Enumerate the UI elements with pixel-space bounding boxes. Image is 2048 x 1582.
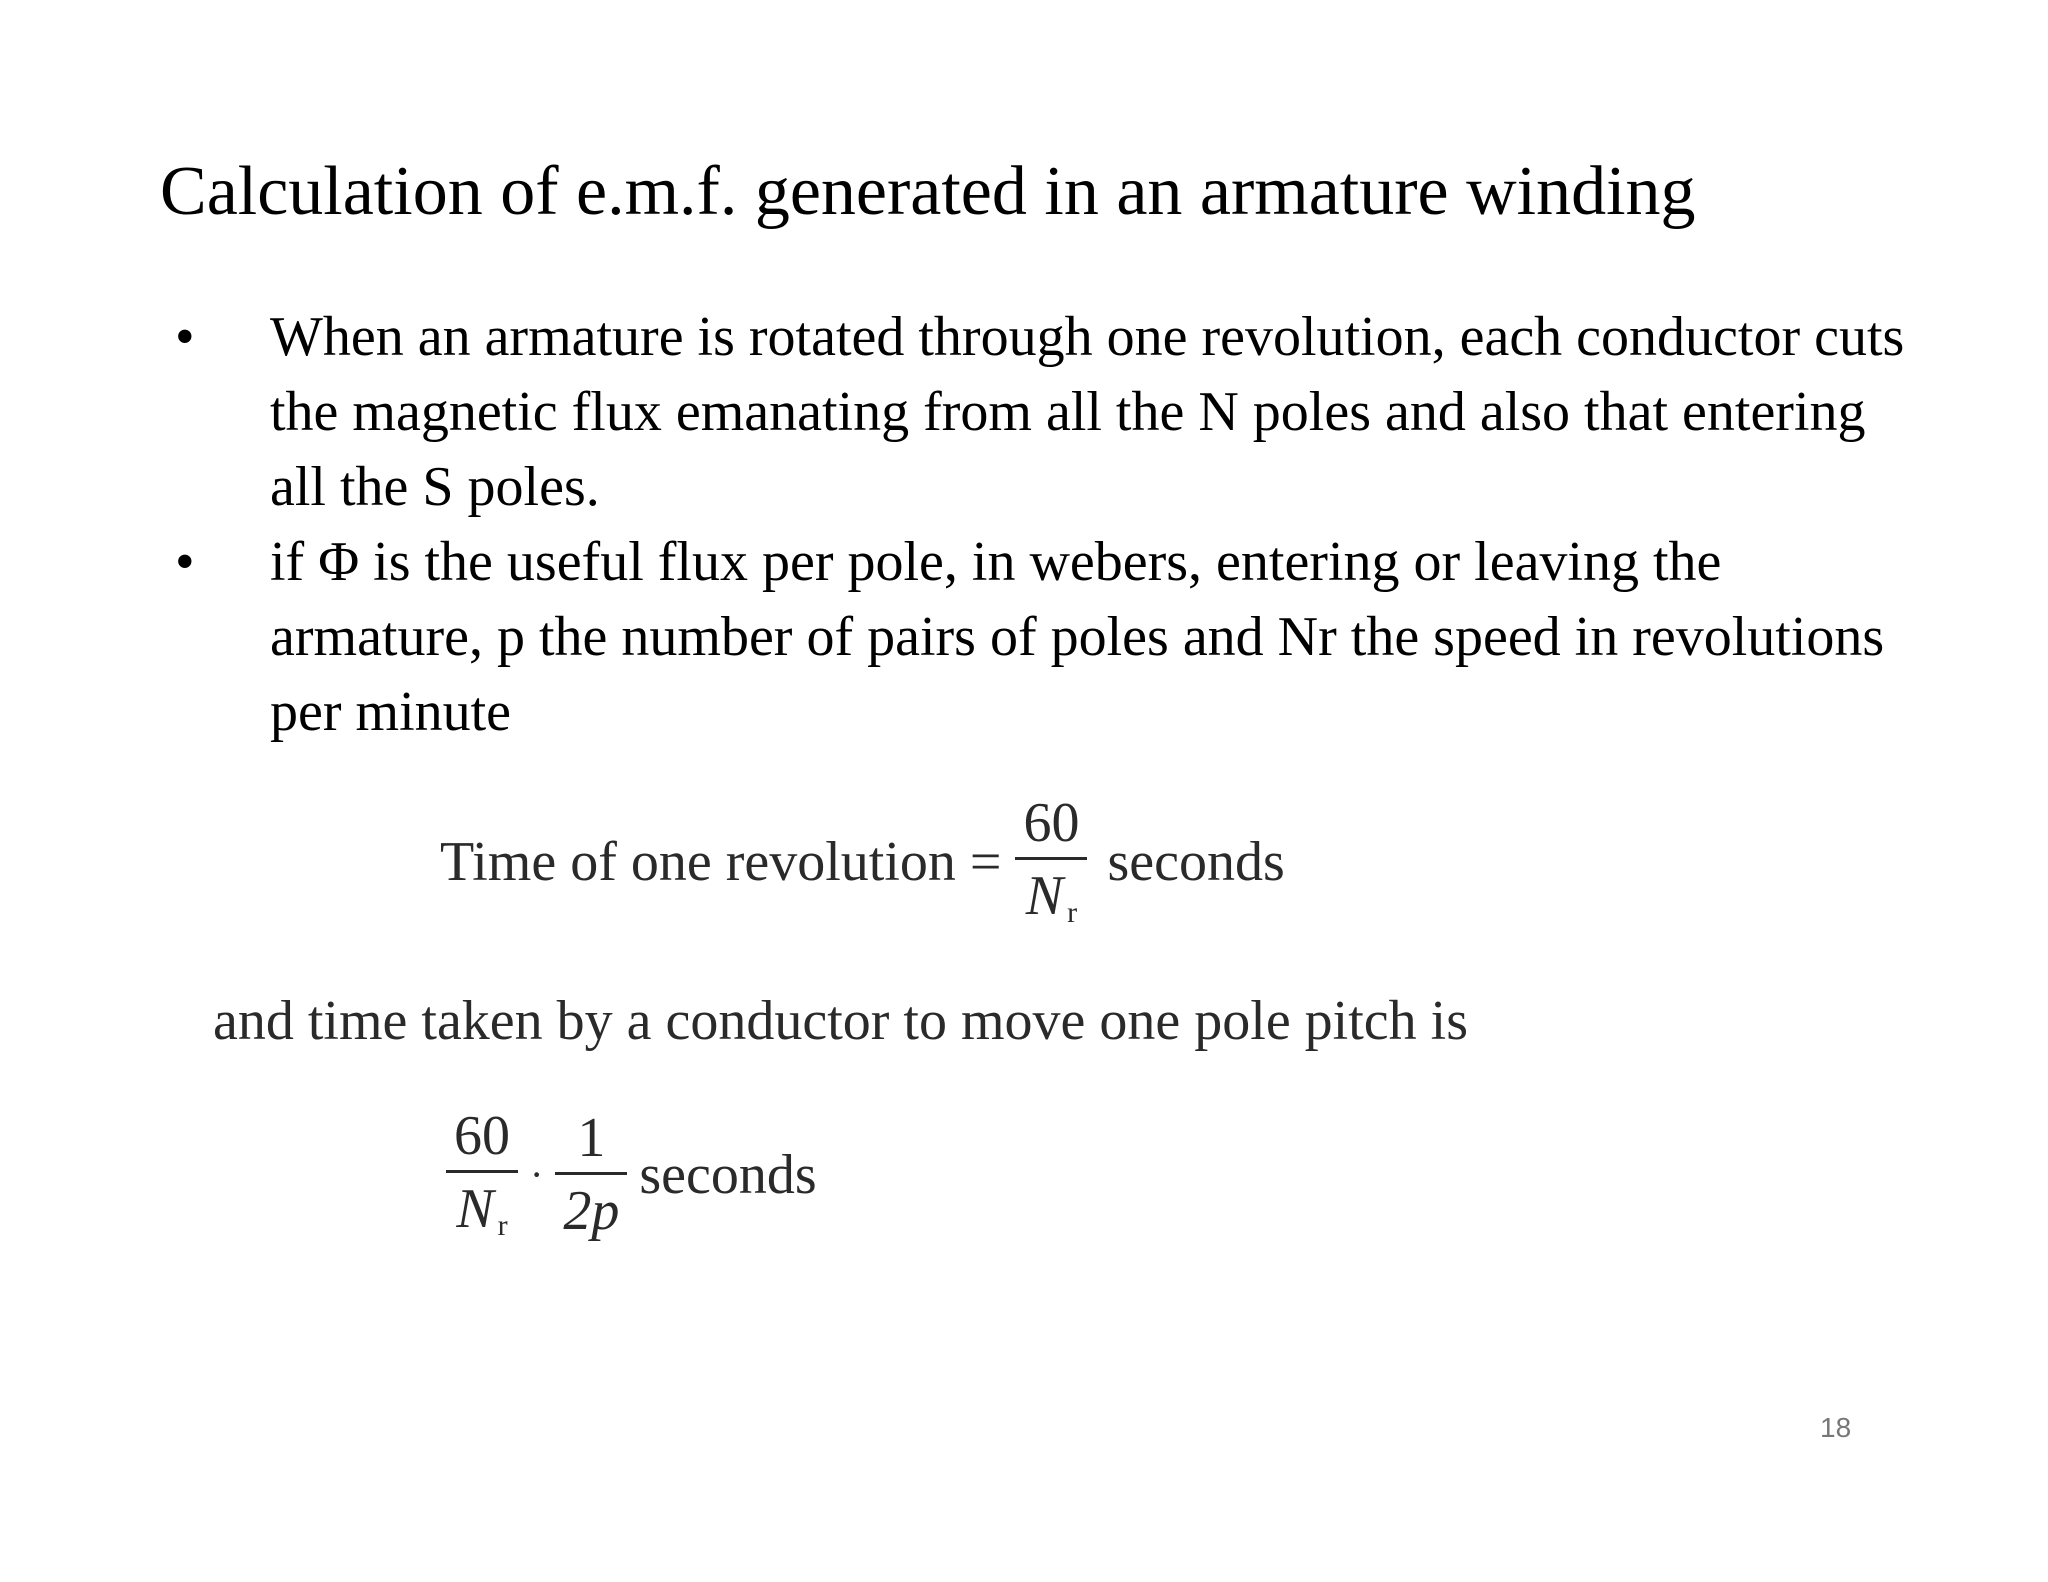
fraction <box>555 1107 627 1242</box>
fraction <box>446 1105 518 1242</box>
bullet-text: When an armature is rotated through one revolution, each conductor cuts the magnetic flux emanating from all the N poles and also that entering all the S poles. <box>270 306 1905 518</box>
equation-time-of-revolution <box>440 792 1285 929</box>
fraction-numerator: 1 <box>577 1107 606 1169</box>
pole-pitch-statement: and time taken by a conductor to move one pole pitch is <box>213 990 1468 1052</box>
subscript: r <box>1067 896 1078 929</box>
equation-unit: seconds <box>639 1143 817 1206</box>
page-number: 18 <box>1820 1412 1852 1443</box>
bullet-icon: • <box>175 306 195 368</box>
equation-unit: seconds <box>1107 830 1285 893</box>
fraction-denominator: N $_r$ <box>456 1178 508 1242</box>
bullet-list <box>0 300 2048 750</box>
equation-lhs: Time of one revolution = <box>440 830 1002 893</box>
bullet-icon: • <box>175 531 195 593</box>
multiply-operator: · <box>530 1152 544 1197</box>
slide-title: Calculation of e.m.f. generated in an armature winding <box>160 153 1696 230</box>
equation-pole-pitch-time <box>440 1105 817 1242</box>
fraction-denominator: 2p <box>563 1180 620 1242</box>
subscript: r <box>497 1209 508 1242</box>
fraction-numerator: 60 <box>1023 792 1080 854</box>
bullet-item <box>0 300 1910 525</box>
bullet-text: if Φ is the useful flux per pole, in webers, entering or leaving the armature, p the number of pairs of poles and Nr the speed in revolutions per minute <box>270 531 1885 743</box>
bullet-item <box>0 525 1910 750</box>
fraction-denominator: N $_r$ <box>1025 865 1078 929</box>
fraction-numerator: 60 <box>454 1105 510 1167</box>
fraction <box>1015 792 1087 929</box>
